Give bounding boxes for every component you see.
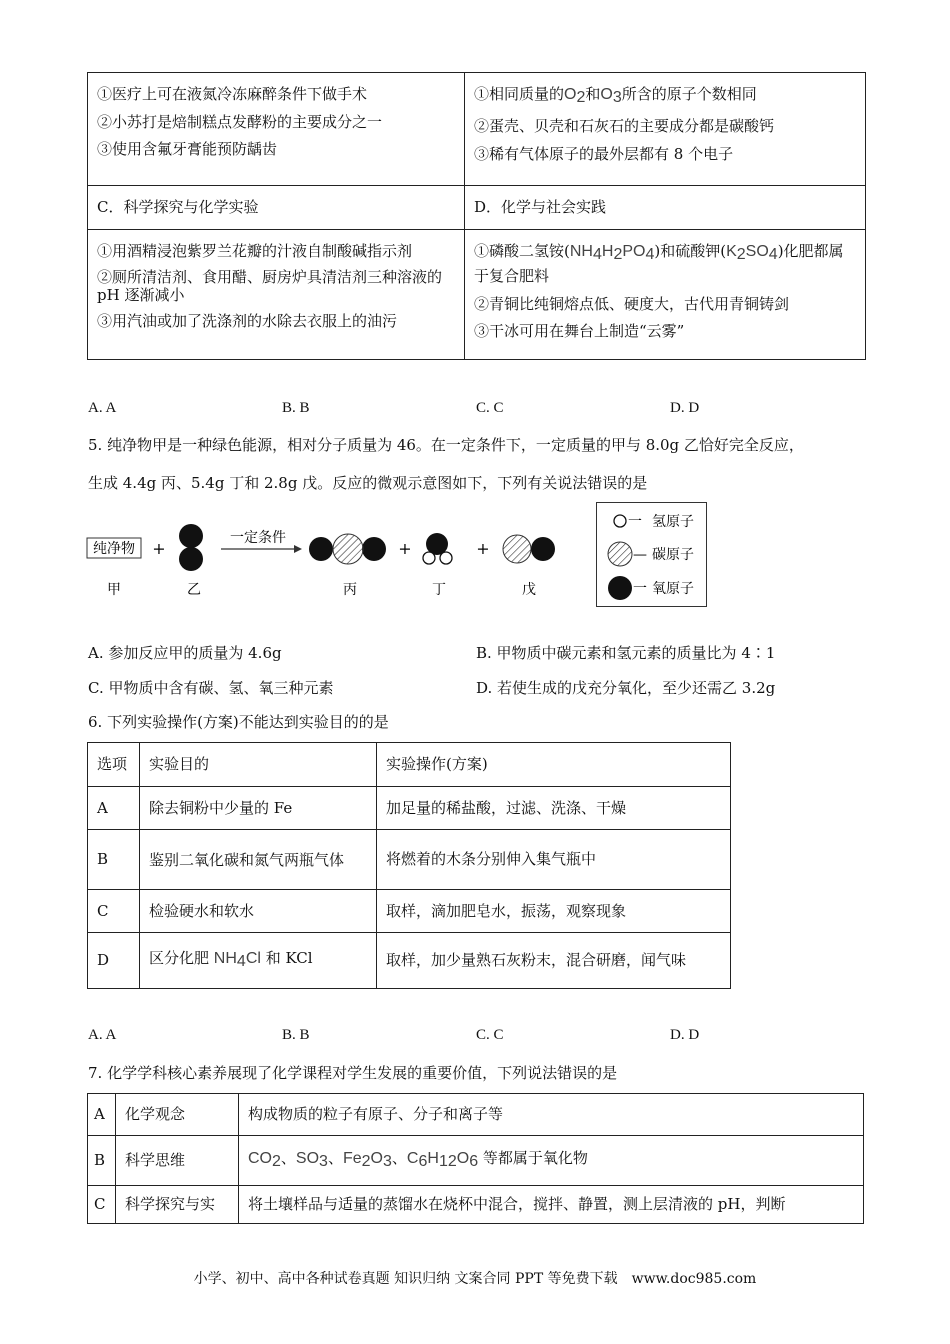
row-label: B	[88, 1136, 116, 1186]
option-d[interactable]: D. D	[670, 1027, 700, 1043]
carbon-atom	[503, 535, 531, 563]
row-purpose: 鉴别二氧化碳和氮气两瓶气体	[140, 830, 377, 890]
list-item: ②小苏打是焙制糕点发酵粉的主要成分之一	[97, 112, 383, 131]
choice-a[interactable]: A. 参加反应甲的质量为 4.6g	[88, 644, 282, 662]
option-c[interactable]: C. C	[476, 400, 504, 416]
hydrogen-atom	[614, 515, 626, 527]
page-footer: 小学、初中、高中各种试卷真题 知识归纳 文案合同 PPT 等免费下载 www.doc985.com	[193, 1271, 757, 1287]
question-5-line-1: 5. 纯净物甲是一种绿色能源，相对分子质量为 46。在一定条件下，一定质量的甲与 8.0g 乙恰好完全反应，	[88, 436, 804, 454]
header-option: 选项	[88, 743, 140, 787]
table-cell-a-content	[88, 73, 465, 186]
core-literacy-table	[87, 1093, 864, 1224]
list-item: ①磷酸二氢铵(NH4H2PO4)和硫酸钾(K2SO4)化肥都属于复合肥料	[474, 242, 844, 286]
option-a[interactable]: A. A	[88, 1027, 117, 1043]
row-purpose: 区分化肥 NH4Cl 和 KCl	[140, 933, 377, 989]
choice-d[interactable]: D. 若使生成的戊充分氧化，至少还需乙 3.2g	[476, 679, 776, 697]
row-statement: 构成物质的粒子有原子、分子和离子等	[239, 1094, 864, 1136]
reaction-condition: 一定条件	[230, 530, 286, 546]
oxygen-atom	[309, 537, 333, 561]
table-header-row	[88, 743, 731, 787]
oxygen-atom	[179, 524, 203, 548]
legend-oxygen: 氧原子	[652, 581, 694, 597]
list-item: ③用汽油或加了洗涤剂的水除去衣服上的油污	[97, 312, 398, 330]
list-item: ①相同质量的O2和O3所含的原子个数相同	[474, 85, 757, 106]
list-item: ③稀有气体原子的最外层都有 8 个电子	[474, 144, 734, 163]
oxygen-atom	[531, 537, 555, 561]
carbon-atom	[608, 542, 632, 566]
option-b[interactable]: B. B	[282, 400, 310, 416]
row-label: A	[88, 787, 140, 830]
label-wu: 戊	[522, 582, 536, 598]
table-row	[88, 1094, 864, 1136]
table-row	[88, 890, 731, 933]
legend-dash: 一	[628, 514, 642, 530]
hydrogen-atom	[440, 552, 452, 564]
list-item: ①医疗上可在液氮冷冻麻醉条件下做手术	[97, 85, 368, 103]
list-item: ②厕所清洁剂、食用醋、厨房炉具清洁剂三种溶液的 pH 逐渐减小	[97, 267, 443, 305]
choice-b[interactable]: B. 甲物质中碳元素和氢元素的质量比为 4∶1	[476, 644, 776, 662]
row-label: B	[88, 830, 140, 890]
oxygen-atom	[608, 576, 632, 600]
arrow-head	[294, 545, 302, 553]
row-statement: CO2、SO3、Fe2O3、C6H12O6 等都属于氧化物	[239, 1136, 864, 1186]
legend-dash: 一	[633, 581, 647, 597]
pure-substance-label: 纯净物	[93, 541, 135, 557]
row-label: D	[88, 933, 140, 989]
hydrogen-atom	[423, 552, 435, 564]
experiment-table	[87, 742, 731, 989]
label-yi: 乙	[187, 582, 201, 598]
row-method: 取样，滴加肥皂水，振荡，观察现象	[377, 890, 731, 933]
option-d[interactable]: D. D	[670, 400, 700, 416]
choice-c[interactable]: C. 甲物质中含有碳、氢、氧三种元素	[88, 679, 334, 697]
oxygen-atom	[179, 547, 203, 571]
plus-sign: +	[398, 539, 412, 558]
plus-sign: +	[152, 539, 166, 558]
row-method: 取样，加少量熟石灰粉末，混合研磨，闻气味	[377, 933, 731, 989]
option-c[interactable]: C. C	[476, 1027, 504, 1043]
header-purpose: 实验目的	[140, 743, 377, 787]
header-method: 实验操作(方案)	[377, 743, 731, 787]
label-bing: 丙	[343, 582, 357, 598]
row-label: C	[88, 1186, 116, 1224]
answer-options-q6	[88, 1027, 868, 1049]
row-category: 科学探究与实	[116, 1186, 239, 1224]
table-row	[88, 787, 731, 830]
plus-sign: +	[476, 539, 490, 558]
knowledge-table	[87, 72, 866, 360]
option-a[interactable]: A. A	[88, 400, 117, 416]
table-heading-d: D．化学与社会实践	[465, 186, 866, 230]
row-statement: 将土壤样品与适量的蒸馏水在烧杯中混合，搅拌、静置，测上层清液的 pH，判断	[239, 1186, 864, 1224]
legend-carbon: 碳原子	[652, 547, 694, 563]
row-purpose: 除去铜粉中少量的 Fe	[140, 787, 377, 830]
answer-options-q4	[88, 400, 868, 422]
table-row	[88, 830, 731, 890]
table-cell-b-content	[465, 73, 866, 186]
question-5-line-2: 生成 4.4g 丙、5.4g 丁和 2.8g 戊。反应的微观示意图如下，下列有关说法错误的是	[88, 474, 648, 492]
question-6-stem: 6. 下列实验操作(方案)不能达到实验目的的是	[88, 713, 389, 731]
legend-dash: —	[633, 547, 647, 563]
table-row	[88, 1136, 864, 1186]
list-item: ①用酒精浸泡紫罗兰花瓣的汁液自制酸碱指示剂	[97, 242, 413, 260]
row-label: A	[88, 1094, 116, 1136]
row-category: 科学思维	[116, 1136, 239, 1186]
table-row	[88, 1186, 864, 1224]
oxygen-atom	[362, 537, 386, 561]
option-b[interactable]: B. B	[282, 1027, 310, 1043]
row-method: 将燃着的木条分别伸入集气瓶中	[377, 830, 731, 890]
list-item: ③干冰可用在舞台上制造“云雾”	[474, 322, 685, 341]
label-ding: 丁	[432, 582, 446, 598]
row-category: 化学观念	[116, 1094, 239, 1136]
carbon-atom	[333, 534, 363, 564]
legend-hydrogen: 氢原子	[652, 514, 694, 530]
list-item: ③使用含氟牙膏能预防龋齿	[97, 140, 278, 158]
table-cell-d-content	[465, 230, 866, 360]
row-purpose: 检验硬水和软水	[140, 890, 377, 933]
row-label: C	[88, 890, 140, 933]
list-item: ②青铜比纯铜熔点低、硬度大，古代用青铜铸剑	[474, 294, 790, 313]
table-row	[88, 933, 731, 989]
table-heading-c: C．科学探究与化学实验	[88, 186, 465, 230]
question-7-stem: 7. 化学学科核心素养展现了化学课程对学生发展的重要价值，下列说法错误的是	[88, 1064, 618, 1082]
table-cell-c-content	[88, 230, 465, 360]
list-item: ②蛋壳、贝壳和石灰石的主要成分都是碳酸钙	[474, 117, 775, 135]
label-jia: 甲	[107, 582, 121, 598]
atom-legend	[596, 502, 708, 608]
row-method: 加足量的稀盐酸，过滤、洗涤、干燥	[377, 787, 731, 830]
